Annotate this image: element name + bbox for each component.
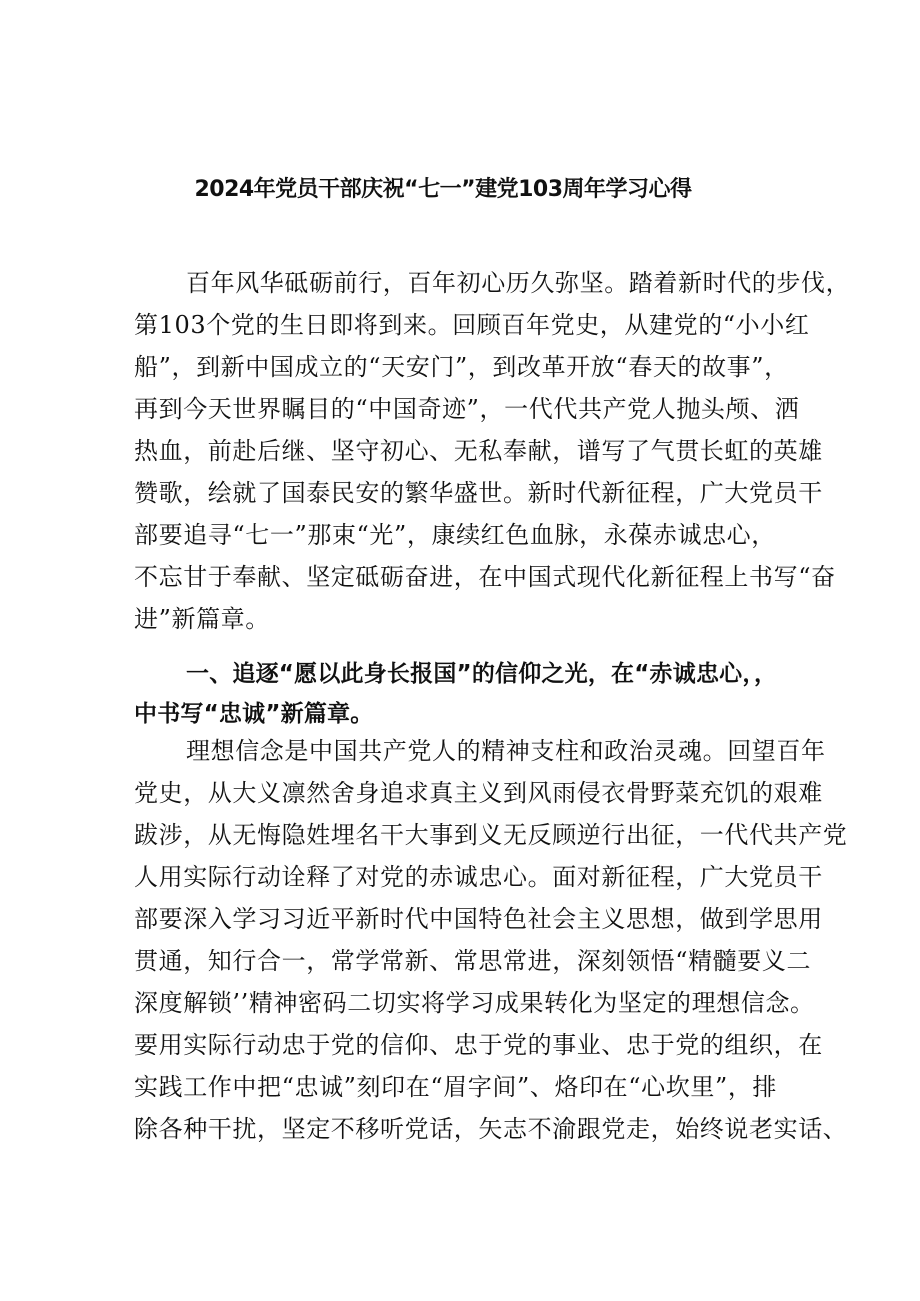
paragraph-line: 跋涉，从无悔隐姓埋名干大事到义无反顾逆行出征，一代代共产党 (134, 821, 848, 849)
paragraph-line: 实践工作中把“忠诚”刻印在“眉字间”、烙印在“心坎里”，排 (134, 1073, 778, 1101)
document-title: 2024年党员干部庆祝“七一”建党103周年学习心得 (194, 177, 692, 202)
paragraph-section-1 (134, 730, 848, 1150)
paragraph-line: 除各种干扰，坚定不移听党话，矢志不渝跟党走，始终说老实话、 (134, 1115, 848, 1143)
heading-line: 中书写“忠诚”新篇章。 (134, 701, 374, 727)
paragraph-line: 深度解锁’’精神密码二切实将学习成果转化为坚定的理想信念。 (134, 989, 815, 1017)
paragraph-line: 要用实际行动忠于党的信仰、忠于党的事业、忠于党的组织，在 (134, 1031, 823, 1059)
paragraph-line: 进”新篇章。 (134, 605, 270, 633)
paragraph-line: 党史，从大义凛然舍身追求真主义到风雨侵衣骨野菜充饥的艰难 (134, 779, 823, 807)
paragraph-line: 理想信念是中国共产党人的精神支柱和政治灵魂。回望百年 (186, 737, 826, 765)
paragraph-line: 第103个党的生日即将到来。回顾百年党史，从建党的“小小红 (134, 311, 810, 339)
paragraph-line: 热血，前赴后继、坚守初心、无私奉献，谱写了气贯长虹的英雄 (134, 437, 823, 465)
paragraph-line: 船”，到新中国成立的“天安门”，到改革开放“春天的故事”， (134, 353, 789, 381)
paragraph-line: 百年风华砥砺前行，百年初心历久弥坚。踏着新时代的步伐， (186, 269, 851, 297)
paragraph-intro (134, 262, 851, 640)
paragraph-line: 部要追寻“七一”那束“光”，康续红色血脉，永葆赤诚忠心， (134, 521, 776, 549)
paragraph-line: 部要深入学习习近平新时代中国特色社会主义思想，做到学思用 (134, 905, 823, 933)
paragraph-line: 再到今天世界瞩目的“中国奇迹”，一代代共产党人抛头颅、洒 (134, 395, 800, 423)
paragraph-line: 人用实际行动诠释了对党的赤诚忠心。面对新征程，广大党员干 (134, 863, 823, 891)
paragraph-line: 赞歌，绘就了国泰民安的繁华盛世。新时代新征程，广大党员干 (134, 479, 823, 507)
heading-line: 一、追逐“愿以此身长报国”的信仰之光，在“赤诚忠心，， (186, 661, 778, 687)
paragraph-line: 贯通，知行合一，常学常新、常思常进，深刻领悟“精髓要义二 (134, 947, 812, 975)
section-heading (134, 654, 814, 734)
paragraph-line: 不忘甘于奉献、坚定砥砺奋进，在中国式现代化新征程上书写“奋 (134, 563, 836, 591)
